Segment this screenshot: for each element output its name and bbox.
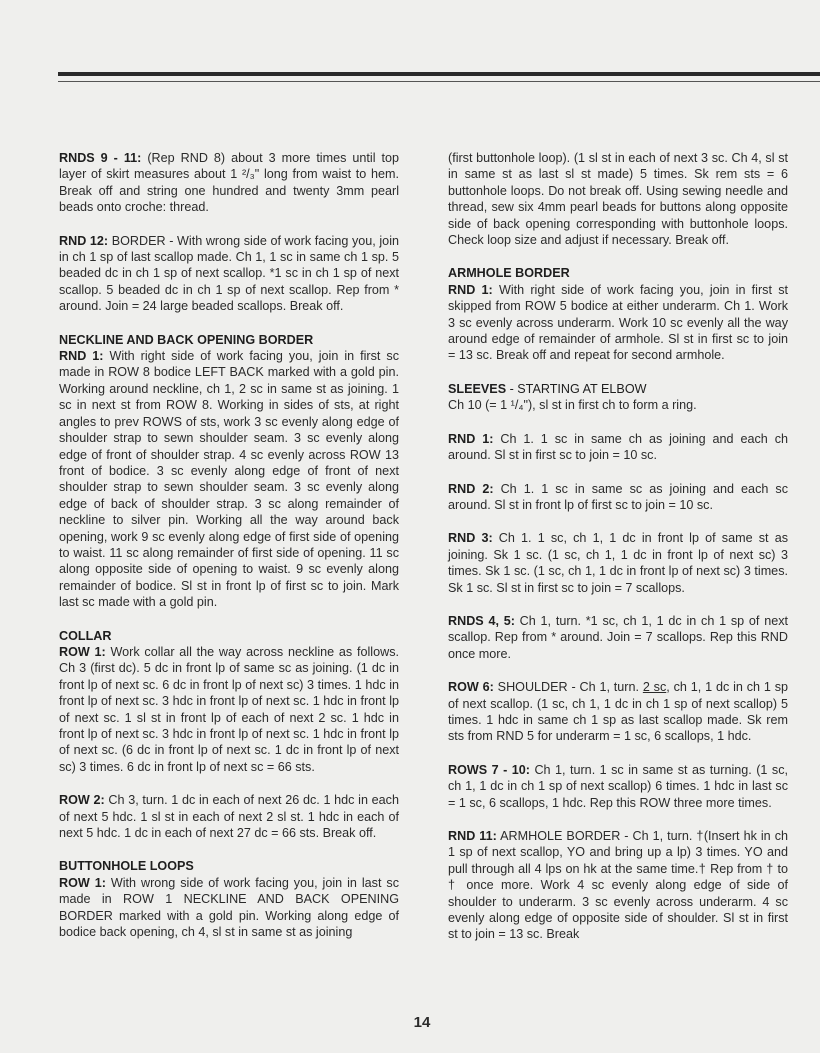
buttonhole-heading: BUTTONHOLE LOOPS — [59, 859, 194, 874]
collar-row-2-paragraph — [59, 792, 399, 841]
sleeve-rows-7-10-paragraph — [448, 762, 788, 811]
sleeve-row-6-underlined: 2 sc — [642, 680, 667, 695]
sleeve-rows-7-10-text: Ch 1, turn. 1 sc in same st as turning. (1 sc, ch 1, 1 dc in ch 1 sp of next scallop) 6 times. 1 hdc in last sc = 1 sc, 6 scallops, 1 hdc. Rep this ROW three more times. — [448, 762, 788, 810]
sleeves-heading-text: - STARTING AT ELBOW — [506, 381, 647, 396]
sleeve-rows-7-10-label: ROWS 7 - 10: — [448, 762, 530, 777]
neckline-rnd-1-label: RND 1: — [59, 349, 104, 364]
buttonhole-row-1-text: With wrong side of work facing you, join in last sc made in ROW 1 NECKLINE AND BACK OPENING BORDER marked with a gold pin. Working along edge of bodice back opening, ch 4, sl st in same st as joining — [59, 875, 399, 940]
sleeve-rnd-11-text: ARMHOLE BORDER - Ch 1, turn. †(Insert hk in ch 1 sp of next scallop, YO and bring up a lp) 3 times. YO and pull through all 4 lps on hk at the same time.† Rep from † to † once more. Work 4 sc evenly along edge of side of shoulder to underarm. 3 sc evenly across underarm. 4 sc evenly along edge of opposite side of shoulder. Sl st in first st to join = 13 sc. Break — [448, 829, 788, 942]
buttonhole-continued-paragraph: (first buttonhole loop). (1 sl st in each of next 3 sc. Ch 4, sl st in same st as last sl st made) 5 times. Sk rem sts = 6 buttonhole loops. Do not break off. Using sewing needle and thread, sew six 4mm pearl beads for buttons along opposite side of back opening corresponding with buttonhole loops. Check loop size and adjust if necessary. Break off. — [448, 151, 788, 248]
header-rule-thick — [58, 72, 820, 76]
collar-row-2-label: ROW 2: — [59, 793, 105, 808]
sleeve-rnd-1-label: RND 1: — [448, 431, 494, 446]
rnd-12-paragraph — [59, 233, 399, 315]
sleeve-rnd-11-label: RND 11: — [448, 829, 497, 843]
collar-row-1-label: ROW 1: — [59, 644, 106, 659]
neckline-heading: NECKLINE AND BACK OPENING BORDER — [59, 332, 314, 347]
buttonhole-row-1-paragraph — [59, 875, 399, 941]
sleeve-rnds-4-5-paragraph — [448, 613, 788, 662]
armhole-rnd-1-paragraph — [448, 282, 788, 364]
rnds-9-11-text: (Rep RND 8) about 3 more times until top layer of skirt measures about 1 ²/₃" long from waist to hem. Break off and string one hundred and twenty 3mm pearl beads onto croche: thread. — [59, 151, 399, 215]
neckline-rnd-1-paragraph — [59, 348, 399, 611]
sleeves-heading — [448, 381, 788, 397]
sleeve-rnd-3-paragraph — [448, 530, 788, 596]
rnds-9-11-label: RNDS 9 - 11: — [59, 151, 142, 165]
sleeve-rnd-3-label: RND 3: — [448, 531, 493, 546]
collar-row-1-paragraph — [59, 644, 399, 775]
neckline-rnd-1-text: With right side of work facing you, join in first sc made in ROW 8 bodice LEFT BACK marked with a gold pin. Working around neckline, ch 1, 2 sc in same st as joining. 1 sc in next st from ROW 8. Working in sides of sts, at right angles to prev ROWS of sts, work 3 sc evenly along edge of shoulder strap to sewn shoulder seam. 3 sc evenly along edge of front of shoulder strap. 4 sc evenly across ROW 13 front of bodice. 3 sc evenly along edge of front of next shoulder strap to sewn shoulder seam. 3 sc evenly along edge of back of shoulder strap. 3 sc along remainder of neckline to silver pin. Working all the way around back opening, work 9 sc evenly along edge of first side of opening to waist. 11 sc along remainder of first side of opening. 11 sc along opposite side of opening to waist. 9 sc evenly along remainder of bodice. Sl st in front lp of first sc to join. Mark last sc made with a gold pin. — [59, 349, 399, 610]
sleeve-rnd-3-text: Ch 1. 1 sc, ch 1, 1 dc in front lp of same st as joining. Sk 1 sc. (1 sc, ch 1, 1 dc in front lp of next sc) 3 times. Sk 1 sc. (1 sc, ch 1, 1 dc in front lp of next sc) 3 times. Sk 1 sc. Sl st in first sc to join = 7 scallops. — [448, 531, 788, 595]
sleeve-rnds-4-5-text: Ch 1, turn. *1 sc, ch 1, 1 dc in ch 1 sp of next scallop. Rep from * around. Join = 7 scallops. Rep this RND once more. — [448, 613, 788, 661]
sleeve-rnd-2-paragraph — [448, 481, 788, 514]
sleeves-heading-label: SLEEVES — [448, 381, 507, 396]
collar-heading: COLLAR — [59, 628, 112, 643]
right-column — [448, 150, 788, 943]
rnd-12-text: BORDER - With wrong side of work facing you, join in ch 1 sp of last scallop made. Ch 1, 1 sc in same ch 1 sp. 5 beaded dc in ch 1 sp of next scallop. *1 sc in ch 1 sp of next scallop. 5 beaded dc in ch 1 sp of next scallop. Rep from * around. Join = 24 large beaded scallops. Break off. — [59, 233, 399, 314]
collar-row-2-text: Ch 3, turn. 1 dc in each of next 26 dc. 1 hdc in each of next 5 hdc. 1 sl st in each of next 2 sl st. 1 hdc in each of next 5 hdc. 1 dc in each of next 27 dc = 66 sts. Break off. — [59, 793, 399, 841]
header-rule-thin — [58, 81, 820, 82]
armhole-rnd-1-label: RND 1: — [448, 282, 493, 297]
page-number: 14 — [413, 1014, 431, 1031]
sleeve-row-6-paragraph — [448, 679, 788, 745]
sleeve-rnd-1-text: Ch 1. 1 sc in same ch as joining and each ch around. Sl st in first sc to join = 10 sc. — [448, 431, 789, 463]
sleeve-row-6-text-after: , ch 1, 1 dc in ch 1 sp of next scallop. (1 sc, ch 1, 1 dc in ch 1 sp of next scallop) 5 times. 1 hdc in same ch 1 sp as last scallop made. Sk rem sts from RND 5 for underarm = 1 sc, 6 scallops, 1 hdc. — [448, 680, 788, 744]
sleeve-row-6-text-before: SHOULDER - Ch 1, turn. — [493, 680, 643, 695]
collar-row-1-text: Work collar all the way across neckline as follows. Ch 3 (first dc). 5 dc in front lp of same sc as joining. (1 dc in front lp of next sc. 6 dc in front lp of next sc) 3 times. 1 hdc in front lp of next sc. 3 hdc in front lp of next sc. 1 hdc in front lp of next sc. 1 sl st in front lp of each of next 2 sc. 1 hdc in front lp of next sc. 3 hdc in front lp of next sc. 1 hdc in front lp of next sc. (6 dc in front lp of next sc. 1 dc in front lp of next sc) 3 times. 6 dc in front lp of next sc = 66 sts. — [59, 644, 399, 774]
buttonhole-row-1-label: ROW 1: — [59, 875, 106, 890]
sleeve-row-6-label: ROW 6: — [448, 680, 494, 695]
rnds-9-11-paragraph — [59, 150, 399, 216]
sleeve-rnds-4-5-label: RNDS 4, 5: — [448, 613, 515, 628]
armhole-heading: ARMHOLE BORDER — [448, 266, 570, 281]
sleeves-intro: Ch 10 (= 1 ¹/₄"), sl st in first ch to form a ring. — [448, 398, 697, 413]
sleeve-rnd-2-label: RND 2: — [448, 481, 494, 496]
sleeve-rnd-2-text: Ch 1. 1 sc in same sc as joining and each sc around. Sl st in front lp of first sc to join = 10 sc. — [448, 481, 788, 512]
left-column — [59, 150, 399, 940]
sleeve-rnd-1-paragraph — [448, 431, 788, 464]
armhole-rnd-1-text: With right side of work facing you, join in first st skipped from ROW 5 bodice at either underarm. Ch 1. Work 3 sc evenly across underarm. Work 10 sc evenly all the way around edge of remainder of armhole. Sl st in first sc to join = 13 sc. Break off and repeat for second armhole. — [448, 282, 788, 363]
rnd-12-label: RND 12: — [59, 233, 109, 248]
sleeve-rnd-11-paragraph — [448, 828, 788, 943]
